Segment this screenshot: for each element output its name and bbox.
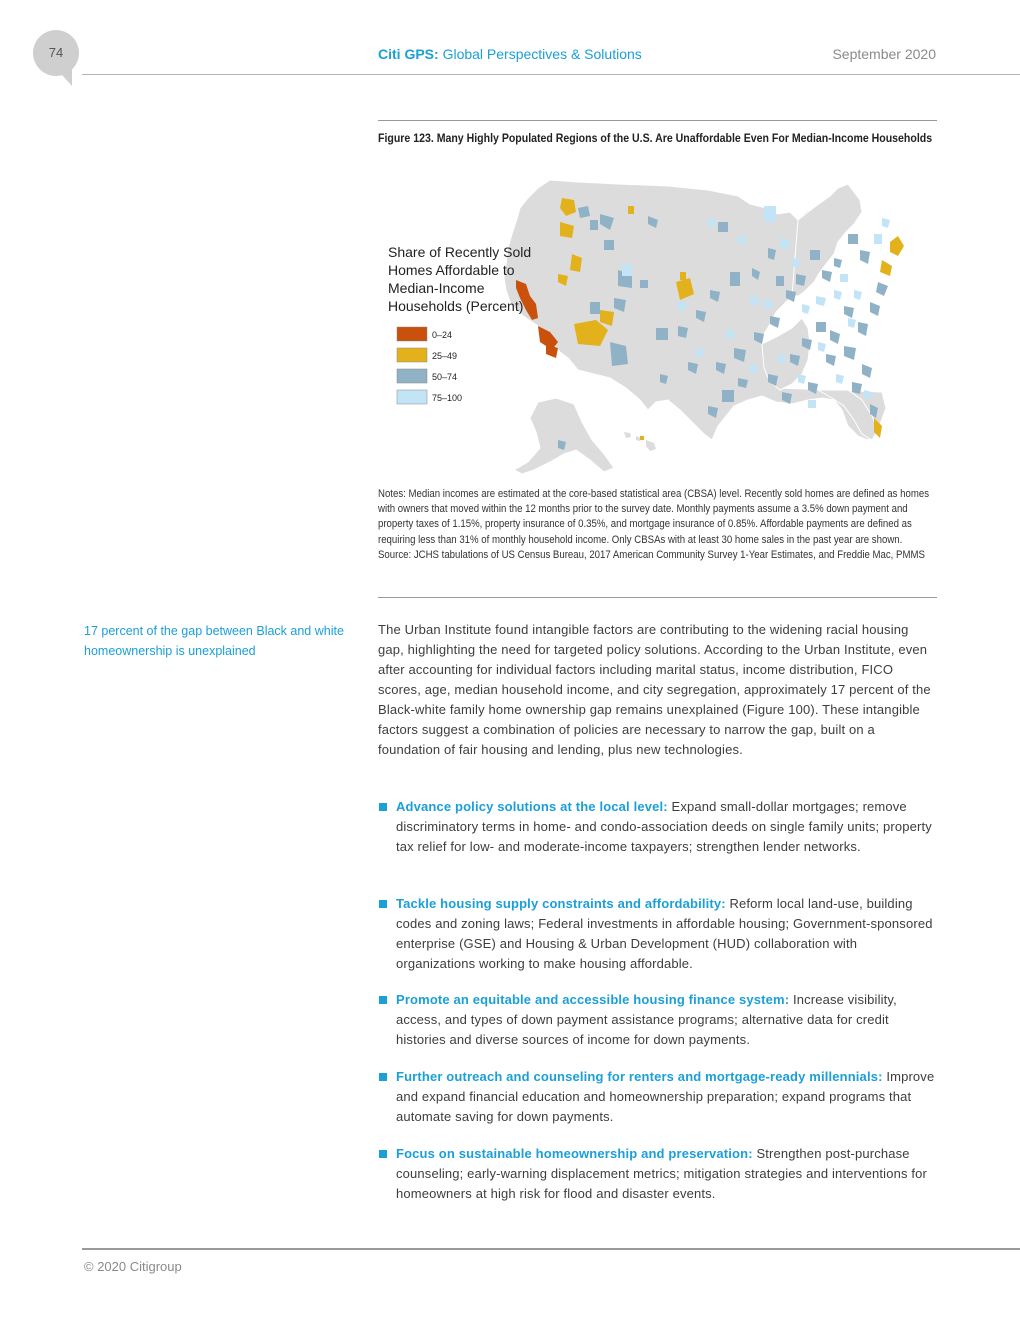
bullet-lead: Advance policy solutions at the local level: bbox=[396, 799, 668, 814]
bullet-text bbox=[396, 990, 938, 1050]
footer-copyright: © 2020 Citigroup bbox=[84, 1259, 182, 1274]
bullet-text bbox=[396, 894, 938, 974]
figure-title: Figure 123. Many Highly Populated Regions of the U.S. Are Unaffordable Even For Median-Income Households bbox=[378, 131, 933, 145]
legend-label-75-100: 75–100 bbox=[432, 393, 463, 403]
bullet-item bbox=[378, 797, 938, 857]
legend-title-line-2: Homes Affordable to bbox=[388, 262, 515, 278]
page-number: 74 bbox=[48, 45, 64, 60]
bullet-item bbox=[378, 990, 938, 1050]
us-affordability-map bbox=[378, 178, 937, 480]
brand-name: Citi GPS: bbox=[378, 46, 439, 62]
legend-label-25-49: 25–49 bbox=[432, 351, 458, 361]
legend-swatch-50-74 bbox=[397, 369, 427, 383]
bullet-body: Expand small-dollar mortgages; remove discriminatory terms in home- and condo-association deeds on single family units; property tax relief for low- and moderate-income taxpayers; strengthen lender networks. bbox=[396, 799, 932, 854]
bullet-item bbox=[378, 1067, 938, 1127]
figure-source-text: Source: JCHS tabulations of US Census Bureau, 2017 American Community Survey 1-Year Estimates, and Freddie Mac, PMMS bbox=[378, 548, 925, 561]
figure-notes bbox=[378, 487, 938, 563]
header-rule bbox=[82, 74, 1020, 75]
bullet-lead: Focus on sustainable homeownership and preservation: bbox=[396, 1146, 753, 1161]
bullet-lead: Further outreach and counseling for renters and mortgage-ready millennials: bbox=[396, 1069, 883, 1084]
legend-title-line-3: Median-Income bbox=[388, 280, 485, 296]
bullet-body: Increase visibility, access, and types of down payment assistance programs; alternative data for credit histories and diverse sources of income for down payments. bbox=[396, 992, 897, 1047]
bullet-text bbox=[396, 1067, 938, 1127]
bullet-text bbox=[396, 797, 938, 857]
bullet-lead: Promote an equitable and accessible housing finance system: bbox=[396, 992, 790, 1007]
bullet-square-icon bbox=[379, 1073, 387, 1081]
footer-rule bbox=[82, 1248, 1020, 1250]
bullet-item bbox=[378, 894, 938, 974]
legend-swatch-0-24 bbox=[397, 327, 427, 341]
bullet-square-icon bbox=[379, 1150, 387, 1158]
bullet-body: Improve and expand financial education and homeownership preparation; expand programs that automate saving for down payments. bbox=[396, 1069, 935, 1124]
bullet-text bbox=[396, 1144, 938, 1204]
legend-title-line-1: Share of Recently Sold bbox=[388, 244, 532, 260]
sidebar-callout: 17 percent of the gap between Black and white homeownership is unexplained bbox=[84, 624, 344, 658]
hawaii-shape bbox=[624, 432, 656, 451]
figure-notes-text: Notes: Median incomes are estimated at the core-based statistical area (CBSA) level. Recently sold homes are defined as homes with owners that moved within the 12 months prior to the survey date. Monthly payments assume a 3.5% down payment and property taxes of 1.15%, property insurance of 0.35%, and mortgage insurance of 0.85%. Affordable payments are defined as requiring less than 31% of monthly household income. Only CBSAs with at least 30 home sales in the past year are shown. bbox=[378, 488, 930, 546]
legend-swatch-25-49 bbox=[397, 348, 427, 362]
figure-bottom-rule bbox=[378, 597, 937, 598]
bullet-square-icon bbox=[379, 803, 387, 811]
alaska-shape bbox=[514, 398, 614, 474]
legend-label-0-24: 0–24 bbox=[432, 330, 453, 340]
bullet-body: Strengthen post-purchase counseling; early-warning displacement metrics; mitigation strategies and interventions for homeowners at high risk for flood and disaster events. bbox=[396, 1146, 928, 1201]
bullet-square-icon bbox=[379, 996, 387, 1004]
bullet-lead: Tackle housing supply constraints and affordability: bbox=[396, 896, 726, 911]
header-date: September 2020 bbox=[832, 46, 936, 62]
bullet-square-icon bbox=[379, 900, 387, 908]
brand-tagline: Global Perspectives & Solutions bbox=[442, 46, 642, 62]
figure-top-rule bbox=[378, 120, 937, 121]
legend-label-50-74: 50–74 bbox=[432, 372, 458, 382]
page-badge-tail bbox=[54, 66, 72, 86]
bullet-item bbox=[378, 1144, 938, 1204]
bullet-body: Reform local land-use, building codes and zoning laws; Federal investments in affordable housing; Government-sponsored enterprise (GSE) and Housing & Urban Development (HUD) collaboration with organizations working to make housing affordable. bbox=[396, 896, 933, 971]
legend-swatch-75-100 bbox=[397, 390, 427, 404]
header-brand bbox=[378, 46, 642, 62]
body-paragraph: The Urban Institute found intangible factors are contributing to the widening racial housing gap, highlighting the need for targeted policy solutions. According to the Urban Institute, even after accounting for individual factors including marital status, income distribution, FICO scores, age, median household income, and city segregation, approximately 17 percent of the Black-white family home ownership gap remains unexplained (Figure 100). These intangible factors suggest a combination of policies are necessary to narrow the gap, built on a foundation of fair housing and lending, plus new technologies. bbox=[378, 622, 931, 757]
legend-title-line-4: Households (Percent) bbox=[388, 298, 524, 314]
